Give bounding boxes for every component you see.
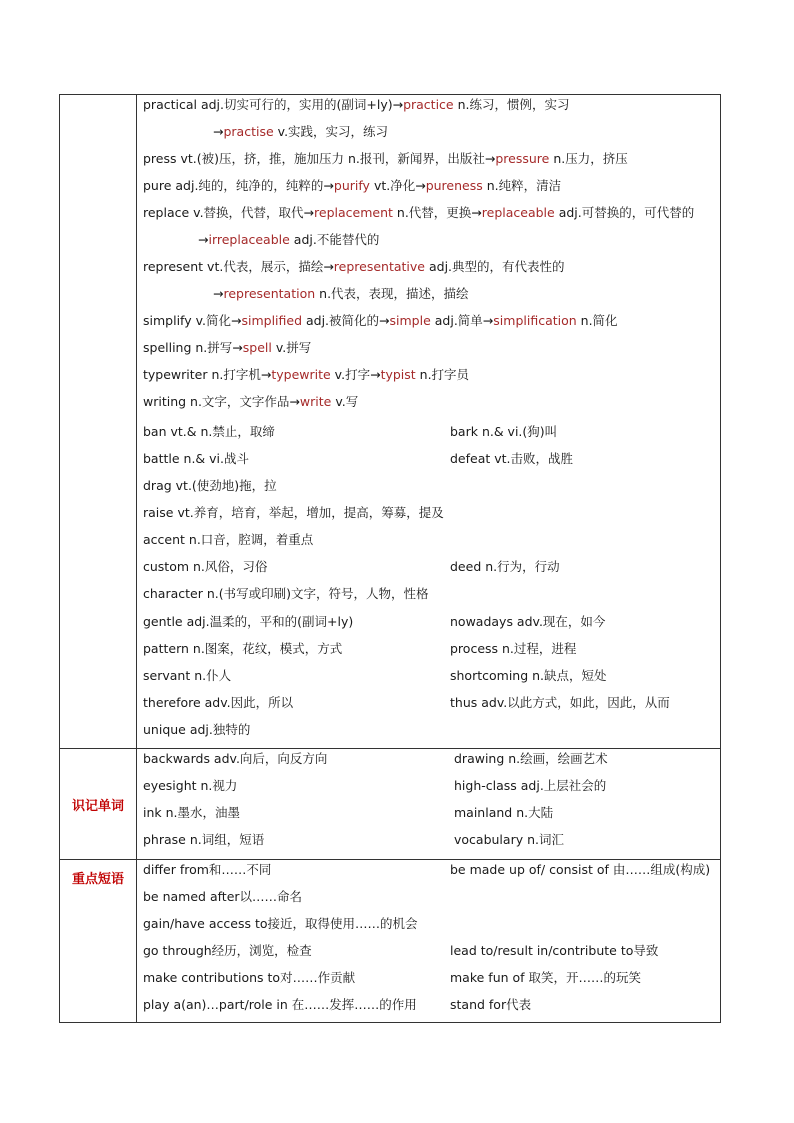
entry-right: vocabulary n.词汇 <box>454 832 564 847</box>
entry-text: pure adj.纯的，纯净的，纯粹的→ <box>143 178 334 193</box>
entry-left: ban vt.& n.禁止，取缔 <box>143 424 275 439</box>
entry-text: represent vt.代表，展示，描绘→ <box>143 259 334 274</box>
derived-word: typist <box>380 367 416 382</box>
entry-left: gentle adj.温柔的，平和的(副词+ly) <box>143 614 354 629</box>
entry-left: be named after以……命名 <box>143 889 303 904</box>
entry-right: process n.过程，进程 <box>450 641 577 656</box>
derived-word: irreplaceable <box>208 232 290 247</box>
entry-text: v.打字→ <box>330 367 381 382</box>
entry-right: bark n.& vi.(狗)叫 <box>450 424 558 439</box>
derived-word: replacement <box>314 205 393 220</box>
vocab-entry <box>143 259 565 275</box>
vocab-entry <box>143 97 570 113</box>
entry-left: battle n.& vi.战斗 <box>143 451 249 466</box>
entry-text: n.代表，表现，描述，描绘 <box>315 286 469 301</box>
entry-left: go through经历，浏览，检查 <box>143 943 312 958</box>
entry-text: → <box>213 124 224 139</box>
entry-text: v.写 <box>331 394 359 409</box>
entry-right: be made up of/ consist of 由……组成(构成) <box>450 862 711 877</box>
entry-text: n.压力，挤压 <box>549 151 628 166</box>
entry-text: n.打字员 <box>415 367 470 382</box>
entry-right: nowadays adv.现在，如今 <box>450 614 606 629</box>
derived-word: practice <box>403 97 454 112</box>
vocab-entry <box>143 205 694 221</box>
entry-left: accent n.口音，腔调，着重点 <box>143 532 314 547</box>
entry-text: n.练习，惯例，实习 <box>453 97 570 112</box>
entry-text: v.实践，实习，练习 <box>273 124 389 139</box>
derived-word: representation <box>223 286 316 301</box>
vocab-entry <box>143 367 469 383</box>
derived-word: purify <box>333 178 370 193</box>
entry-text: simplify v.简化→ <box>143 313 242 328</box>
derived-word: representative <box>333 259 425 274</box>
vocab-entry <box>213 124 388 140</box>
entry-left: gain/have access to接近，取得使用……的机会 <box>143 916 418 931</box>
entry-text: → <box>213 286 224 301</box>
entry-left: raise vt.养育，培育，举起，增加，提高，筹募，提及 <box>143 505 444 520</box>
entry-left: eyesight n.视力 <box>143 778 238 793</box>
column-divider <box>136 95 137 1022</box>
vocab-entry <box>143 178 561 194</box>
derived-word: spell <box>242 340 272 355</box>
vocab-entry <box>143 340 311 356</box>
derived-word: simplified <box>241 313 303 328</box>
entry-text: replace v.替换，代替，取代→ <box>143 205 315 220</box>
derived-word: typewrite <box>271 367 331 382</box>
section-label-vocab: 识记单词 <box>71 799 124 814</box>
entry-right: lead to/result in/contribute to导致 <box>450 943 659 958</box>
entry-text: vt.净化→ <box>369 178 426 193</box>
row-divider <box>60 748 720 749</box>
entry-right: high-class adj.上层社会的 <box>454 778 607 793</box>
vocab-entry <box>143 313 618 329</box>
entry-right: stand for代表 <box>450 997 532 1012</box>
entry-text: adj.可替换的，可代替的 <box>554 205 695 220</box>
vocab-entry <box>143 394 358 410</box>
entry-right: deed n.行为，行动 <box>450 559 560 574</box>
entry-left: custom n.风俗，习俗 <box>143 559 268 574</box>
vocab-entry <box>198 232 379 248</box>
vocab-entry <box>143 151 628 167</box>
entry-text: adj.被简化的→ <box>302 313 390 328</box>
entry-left: drag vt.(使劲地)拖，拉 <box>143 478 277 493</box>
derived-word: write <box>299 394 332 409</box>
entry-text: n.简化 <box>576 313 618 328</box>
entry-left: servant n.仆人 <box>143 668 232 683</box>
entry-text: v.拼写 <box>271 340 312 355</box>
derived-word: pureness <box>425 178 483 193</box>
entry-left: pattern n.图案，花纹，模式，方式 <box>143 641 343 656</box>
entry-right: defeat vt.击败，战胜 <box>450 451 574 466</box>
entry-right: mainland n.大陆 <box>454 805 554 820</box>
derived-word: simplification <box>493 313 577 328</box>
vocab-table <box>59 94 721 1023</box>
entry-text: spelling n.拼写→ <box>143 340 243 355</box>
row-divider <box>60 859 720 860</box>
entry-text: n.纯粹，清洁 <box>482 178 562 193</box>
derived-word: practise <box>223 124 274 139</box>
entry-left: differ from和……不同 <box>143 862 272 877</box>
entry-text: → <box>198 232 209 247</box>
entry-right: make fun of 取笑，开……的玩笑 <box>450 970 642 985</box>
entry-text: adj.简单→ <box>430 313 494 328</box>
derived-word: replaceable <box>481 205 555 220</box>
entry-left: play a(an)…part/role in 在……发挥……的作用 <box>143 997 417 1012</box>
entry-left: backwards adv.向后，向反方向 <box>143 751 328 766</box>
derived-word: simple <box>389 313 431 328</box>
entry-left: character n.(书写或印刷)文字，符号，人物，性格 <box>143 586 429 601</box>
entry-left: make contributions to对……作贡献 <box>143 970 356 985</box>
entry-left: unique adj.独特的 <box>143 722 251 737</box>
entry-text: press vt.(被)压，挤，推，施加压力 n.报刊，新闻界，出版社→ <box>143 151 496 166</box>
entry-left: ink n.墨水，油墨 <box>143 805 241 820</box>
entry-left: phrase n.词组，短语 <box>143 832 265 847</box>
entry-right: drawing n.绘画，绘画艺术 <box>454 751 608 766</box>
entry-right: shortcoming n.缺点，短处 <box>450 668 607 683</box>
entry-text: n.代替，更换→ <box>392 205 482 220</box>
derived-word: pressure <box>495 151 550 166</box>
entry-left: therefore adv.因此，所以 <box>143 695 294 710</box>
vocab-entry <box>213 286 469 302</box>
entry-text: adj.典型的，有代表性的 <box>425 259 565 274</box>
entry-text: typewriter n.打字机→ <box>143 367 272 382</box>
entry-right: thus adv.以此方式，如此，因此，从而 <box>450 695 670 710</box>
entry-text: writing n.文字，文字作品→ <box>143 394 300 409</box>
entry-text: practical adj.切实可行的，实用的(副词+ly)→ <box>143 97 404 112</box>
section-label-phrases: 重点短语 <box>71 872 124 887</box>
entry-text: adj.不能替代的 <box>289 232 380 247</box>
